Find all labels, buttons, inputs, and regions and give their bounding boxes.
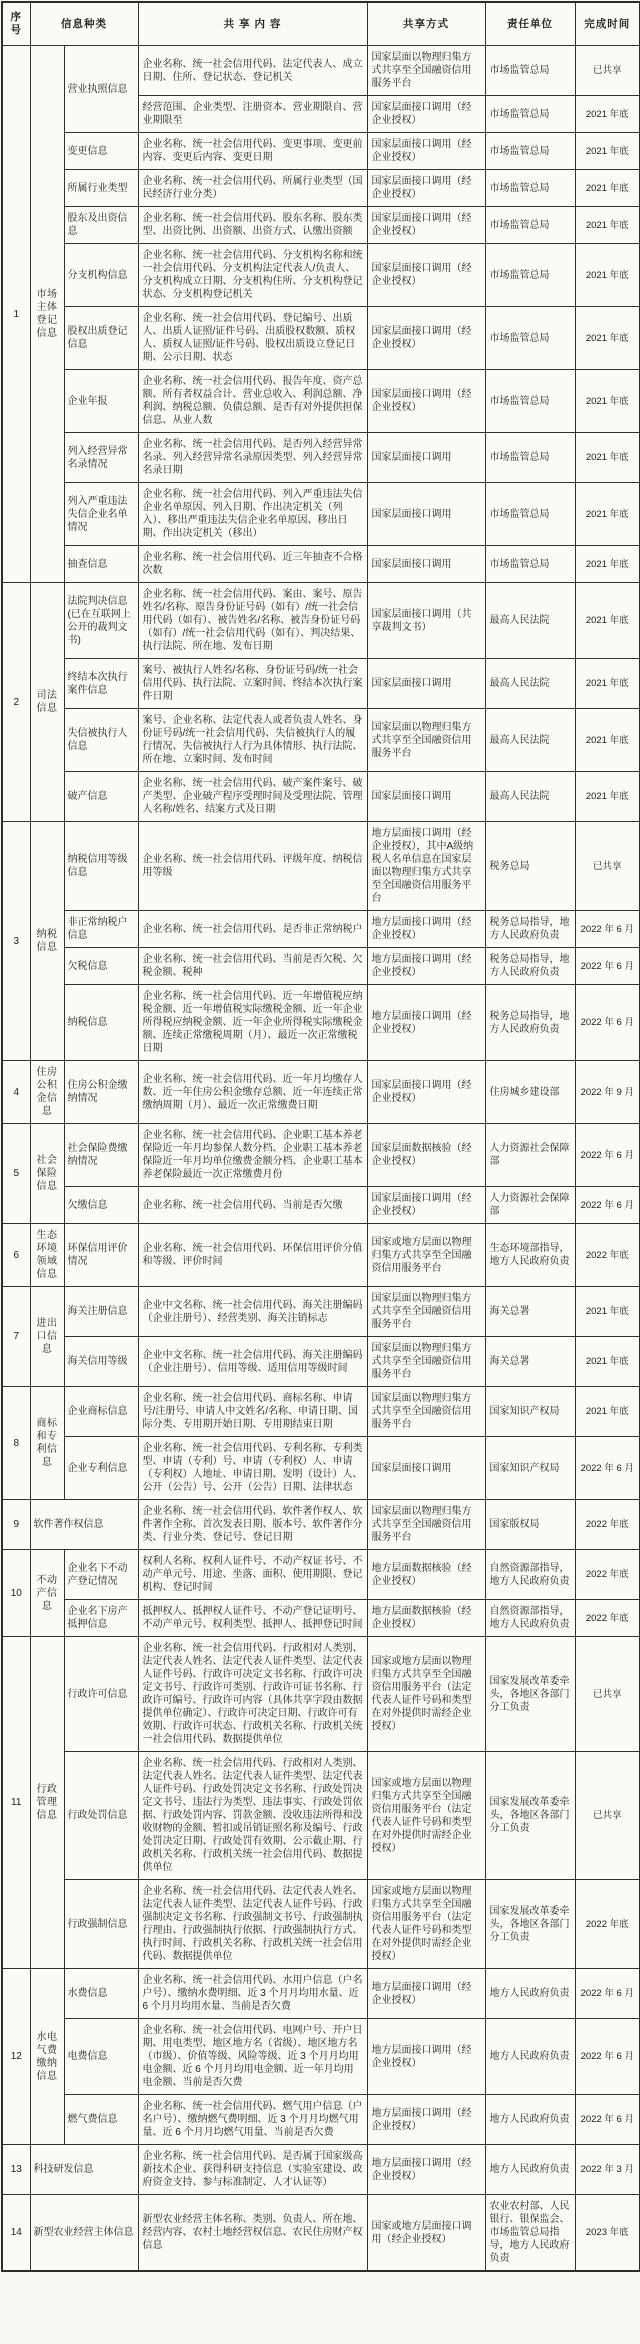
shared-content-cell: 企业名称、统一社会信用代码、环保信用评价分值和等级、评价时间 xyxy=(138,1224,367,1287)
completion-time-cell: 2021 年底 xyxy=(575,170,640,207)
info-category-cell: 进出口信息 xyxy=(30,1287,64,1387)
completion-time-cell: 已共享 xyxy=(575,1752,640,1880)
share-method-cell: 国家层面以物理归集方式共享至全国融资信用服务平台 xyxy=(367,1337,485,1387)
share-method-cell: 国家层面数据核验（经企业授权） xyxy=(367,1124,485,1187)
share-method-cell: 国家层面以物理归集方式共享至全国融资信用服务平台 xyxy=(367,46,485,96)
share-method-cell: 地方层面数据核验（经企业授权） xyxy=(367,1600,485,1637)
info-type-cell: 电费信息 xyxy=(64,2019,138,2095)
share-method-cell: 国家层面以物理归集方式共享至全国融资信用服务平台 xyxy=(367,709,485,772)
shared-content-cell: 企业名称、统一社会信用代码、股东名称、股东类型、出资比例、出资额、出资方式、认缴出资额 xyxy=(138,207,367,244)
table-row xyxy=(2,1061,640,1124)
shared-content-cell: 企业名称、统一社会信用代码、行政相对人类别、法定代表人姓名、法定代表人证件类型、法定代表人证件号码、行政许可决定文书名称、行政许可决定文书号、行政许可类别、行政许可证书名称、行政许可编号、行政许可内容（具体共享字段由数据提供单位确定）、行政许可决定日期、行政许可有效期、行政许可状态、行政机关名称、行政机关统一社会信用代码、数据提供单位 xyxy=(138,1637,367,1752)
table-row xyxy=(2,1600,640,1637)
responsible-unit-cell: 最高人民法院 xyxy=(485,659,575,709)
responsible-unit-cell: 市场监管总局 xyxy=(485,307,575,370)
info-category-cell: 纳税信息 xyxy=(30,822,64,1061)
table-row xyxy=(2,546,640,583)
header-col-responsible-unit: 责任单位 xyxy=(485,2,575,46)
completion-time-cell: 2021 年底 xyxy=(575,370,640,433)
share-method-cell: 国家层面接口调用 xyxy=(367,433,485,483)
info-category-cell: 行政管理信息 xyxy=(30,1637,64,1969)
row-seq-cell: 14 xyxy=(2,2195,30,2272)
share-method-cell: 国家层面接口调用（经企业授权） xyxy=(367,1061,485,1124)
info-type-cell: 欠税信息 xyxy=(64,948,138,985)
info-category-cell: 市场主体登记信息 xyxy=(30,46,64,583)
responsible-unit-cell: 税务总局指导，地方人民政府负责 xyxy=(485,948,575,985)
responsible-unit-cell: 地方人民政府负责 xyxy=(485,2019,575,2095)
info-category-cell: 生态环境领域信息 xyxy=(30,1224,64,1287)
share-method-cell: 国家或地方层面以物理归集方式共享至全国融资信用服务平台（法定代表人证件号码和类型在对外提供时需经企业授权） xyxy=(367,1752,485,1880)
shared-content-cell: 企业名称、统一社会信用代码、所属行业类型（国民经济行业分类） xyxy=(138,170,367,207)
completion-time-cell: 已共享 xyxy=(575,46,640,96)
completion-time-cell: 2022 年底 xyxy=(575,1500,640,1550)
info-category-cell: 商标和专利信息 xyxy=(30,1387,64,1500)
shared-content-cell: 企业名称、统一社会信用代码、登记编号、出质人、出质人证照/证件号码、出质股权数额、质权人、质权人证照/证件号码、股权出质设立登记日期、公示日期、状态 xyxy=(138,307,367,370)
completion-time-cell: 2021 年底 xyxy=(575,659,640,709)
info-type-cell: 破产信息 xyxy=(64,772,138,822)
row-seq-cell: 8 xyxy=(2,1387,30,1500)
table-body xyxy=(2,46,640,2272)
completion-time-cell: 2022 年 6 月 xyxy=(575,911,640,948)
responsible-unit-cell: 最高人民法院 xyxy=(485,772,575,822)
info-type-cell: 营业执照信息 xyxy=(64,46,138,133)
responsible-unit-cell: 税务总局指导，地方人民政府负责 xyxy=(485,911,575,948)
share-method-cell: 地方层面接口调用（经企业授权） xyxy=(367,2019,485,2095)
table-row xyxy=(2,1637,640,1752)
info-category-cell: 司法信息 xyxy=(30,583,64,822)
shared-content-cell: 企业名称、统一社会信用代码、近一年月均缴存人数、近一年住房公积金缴存总额、近一年连续正常缴纳周期（月）、最近一次正常缴费日期 xyxy=(138,1061,367,1124)
shared-content-cell: 企业中文名称、统一社会信用代码、海关注册编码（企业注册号）、经营类别、海关注销标志 xyxy=(138,1287,367,1337)
table-row xyxy=(2,244,640,307)
table-row xyxy=(2,1224,640,1287)
table-row xyxy=(2,1550,640,1600)
table-row xyxy=(2,433,640,483)
row-seq-cell: 2 xyxy=(2,583,30,822)
responsible-unit-cell: 国家知识产权局 xyxy=(485,1437,575,1500)
share-method-cell: 国家层面接口调用（经企业授权） xyxy=(367,370,485,433)
completion-time-cell: 2022 年底 xyxy=(575,1600,640,1637)
completion-time-cell: 2021 年底 xyxy=(575,244,640,307)
info-type-cell: 列入经营异常名录情况 xyxy=(64,433,138,483)
completion-time-cell: 2022 年底 xyxy=(575,1880,640,1969)
completion-time-cell: 2022 年 3 月 xyxy=(575,2145,640,2195)
table-row xyxy=(2,46,640,96)
shared-content-cell: 企业名称、统一社会信用代码、燃气用户信息（户名户号）、缴纳燃气费明细、近 3 个月月均燃气用量、近 6 个月月均燃气用量、当前是否欠费 xyxy=(138,2095,367,2145)
info-type-cell: 非正常纳税户信息 xyxy=(64,911,138,948)
header-col-shared-content: 共 享 内 容 xyxy=(138,2,367,46)
shared-content-cell: 企业名称、统一社会信用代码、报告年度、资产总额、所有者权益合计、营业总收入、利润总额、净利润、纳税总额、负债总额、是否有对外提供担保信息、从业人数 xyxy=(138,370,367,433)
share-method-cell: 国家或地方层面以物理归集方式共享至全国融资信用服务平台（法定代表人证件号码和类型在对外提供时需经企业授权） xyxy=(367,1880,485,1969)
table-row xyxy=(2,659,640,709)
shared-content-cell: 案号、被执行人姓名/名称、身份证号码/统一社会信用代码、执行法院、立案时间、终结本次执行案件日期 xyxy=(138,659,367,709)
responsible-unit-cell: 市场监管总局 xyxy=(485,96,575,133)
responsible-unit-cell: 地方人民政府负责 xyxy=(485,2095,575,2145)
completion-time-cell: 已共享 xyxy=(575,822,640,911)
completion-time-cell: 2022 年 6 月 xyxy=(575,1437,640,1500)
shared-content-cell: 企业名称、统一社会信用代码、法定代表人姓名、法定代表人证件类型、法定代表人证件号码、行政强制决定文书名称、行政强制文书号、行政强制执行理由、行政强制执行依据、行政强制执行方式、执行时间、行政机关名称、行政机关统一社会信用代码、数据提供单位 xyxy=(138,1880,367,1969)
responsible-unit-cell: 生态环境部指导，地方人民政府负责 xyxy=(485,1224,575,1287)
info-type-cell: 法院判决信息(已在互联网上公开的裁判文书) xyxy=(64,583,138,659)
responsible-unit-cell: 国家发展改革委牵头，各地区各部门分工负责 xyxy=(485,1752,575,1880)
table-row xyxy=(2,2195,640,2272)
completion-time-cell: 2022 年 6 月 xyxy=(575,1187,640,1224)
responsible-unit-cell: 市场监管总局 xyxy=(485,170,575,207)
info-type-cell: 变更信息 xyxy=(64,133,138,170)
completion-time-cell: 2021 年底 xyxy=(575,1337,640,1387)
shared-content-cell: 企业名称、统一社会信用代码、近一年增值税应纳税金额、近一年增值税实际缴税金额、近一年企业所得税应纳税金额、近一年企业所得税实际缴税金额、连续正常缴税周期（月）、最近一次正常缴税日期 xyxy=(138,985,367,1061)
responsible-unit-cell: 海关总署 xyxy=(485,1337,575,1387)
table-row xyxy=(2,948,640,985)
responsible-unit-cell: 海关总署 xyxy=(485,1287,575,1337)
share-method-cell: 国家层面接口调用（经企业授权） xyxy=(367,307,485,370)
info-category-cell: 新型农业经营主体信息 xyxy=(30,2195,138,2272)
shared-content-cell: 企业名称、统一社会信用代码、是否非正常纳税户 xyxy=(138,911,367,948)
shared-content-cell: 企业名称、统一社会信用代码、当前是否欠税、欠税金额、税种 xyxy=(138,948,367,985)
responsible-unit-cell: 市场监管总局 xyxy=(485,546,575,583)
info-type-cell: 失信被执行人信息 xyxy=(64,709,138,772)
row-seq-cell: 9 xyxy=(2,1500,30,1550)
share-method-cell: 国家层面以物理归集方式共享至全国融资信用服务平台 xyxy=(367,1500,485,1550)
table-row xyxy=(2,911,640,948)
completion-time-cell: 2021 年底 xyxy=(575,1387,640,1437)
table-row xyxy=(2,822,640,911)
share-method-cell: 国家或地方层面以物理归集方式共享至全国融资信用服务平台 xyxy=(367,1224,485,1287)
header-col-completion-time: 完成时间 xyxy=(575,2,640,46)
row-seq-cell: 7 xyxy=(2,1287,30,1387)
shared-content-cell: 企业名称、统一社会信用代码、列入严重违法失信企业名单原因、列入日期、作出决定机关（列入）、移出严重违法失信企业名单原因、移出日期、作出决定机关（移出） xyxy=(138,483,367,546)
responsible-unit-cell: 税务总局指导，地方人民政府负责 xyxy=(485,985,575,1061)
share-method-cell: 地方层面接口调用（经企业授权） xyxy=(367,2145,485,2195)
table-row xyxy=(2,709,640,772)
table-header-row xyxy=(2,2,640,46)
info-type-cell: 住房公积金缴纳情况 xyxy=(64,1061,138,1124)
shared-content-cell: 企业名称、统一社会信用代码、破产案件案号、破产类型、企业破产程序受理时间及受理法院、管理人名称/姓名、结案方式及日期 xyxy=(138,772,367,822)
row-seq-cell: 13 xyxy=(2,2145,30,2195)
table-row xyxy=(2,2095,640,2145)
shared-content-cell: 企业名称、统一社会信用代码、电网户号、开户日期、用电类型、地区地方名（省级）、地区地方名（市级）、价值等级、风险等级、近 3 个月月均用电金额、近 6 个月月均用电金额、近一年月均用电金额、当前是否欠费 xyxy=(138,2019,367,2095)
share-method-cell: 地方层面接口调用（经企业授权） xyxy=(367,1969,485,2019)
info-category-cell: 不动产信息 xyxy=(30,1550,64,1637)
info-category-cell: 软件著作权信息 xyxy=(30,1500,138,1550)
completion-time-cell: 2021 年底 xyxy=(575,96,640,133)
completion-time-cell: 2021 年底 xyxy=(575,772,640,822)
info-type-cell: 水费信息 xyxy=(64,1969,138,2019)
share-method-cell: 地方层面数据核验（经企业授权） xyxy=(367,1550,485,1600)
info-type-cell: 行政强制信息 xyxy=(64,1880,138,1969)
responsible-unit-cell: 国家发展改革委牵头，各地区各部门分工负责 xyxy=(485,1637,575,1752)
completion-time-cell: 2022 年 6 月 xyxy=(575,948,640,985)
row-seq-cell: 12 xyxy=(2,1969,30,2145)
shared-content-cell: 经营范围、企业类型、注册资本、营业期限自、营业期限至 xyxy=(138,96,367,133)
completion-time-cell: 2021 年底 xyxy=(575,433,640,483)
header-col-seq: 序号 xyxy=(2,2,30,46)
shared-content-cell: 新型农业经营主体名称、类别、负责人、所在地、经营内容、农村土地经营权信息、农民住房财产权信息 xyxy=(138,2195,367,2272)
shared-content-cell: 企业名称、统一社会信用代码、行政相对人类别、法定代表人姓名、法定代表人证件类型、法定代表人证件号码、行政处罚决定文书名称、行政处罚决定文书号、违法行为类型、违法事实、行政处罚依据、行政处罚内容、罚款金额、没收违法所得和没收财物的金额、暂扣或吊销证照名称及编号、行政处罚决定日期、行政处罚有效期、公示截止期、行政机关名称、行政机关统一社会信用代码、数据提供单位 xyxy=(138,1752,367,1880)
table-row xyxy=(2,483,640,546)
header-col-info-type: 信息种类 xyxy=(30,2,138,46)
row-seq-cell: 6 xyxy=(2,1224,30,1287)
responsible-unit-cell: 地方人民政府负责 xyxy=(485,2145,575,2195)
info-type-cell: 分支机构信息 xyxy=(64,244,138,307)
shared-content-cell: 企业名称、统一社会信用代码、当前是否欠缴 xyxy=(138,1187,367,1224)
completion-time-cell: 2021 年底 xyxy=(575,583,640,659)
share-method-cell: 国家层面接口调用（经企业授权） xyxy=(367,133,485,170)
responsible-unit-cell: 税务总局 xyxy=(485,822,575,911)
info-category-cell: 水电气费缴纳信息 xyxy=(30,1969,64,2145)
row-seq-cell: 4 xyxy=(2,1061,30,1124)
share-method-cell: 国家层面接口调用 xyxy=(367,659,485,709)
share-method-cell: 国家层面以物理归集方式共享至全国融资信用服务平台 xyxy=(367,1387,485,1437)
table-row xyxy=(2,772,640,822)
table-row xyxy=(2,1880,640,1969)
share-method-cell: 国家或地方层面以物理归集方式共享至全国融资信用服务平台（法定代表人证件号码和类型在对外提供时需经企业授权） xyxy=(367,1637,485,1752)
share-method-cell: 地方层面接口调用（经企业授权） xyxy=(367,948,485,985)
table-row xyxy=(2,1287,640,1337)
info-type-cell: 列入严重违法失信企业名单情况 xyxy=(64,483,138,546)
shared-content-cell: 企业名称、统一社会信用代码、水用户信息（户名户号）、缴纳水费明细、近 3 个月月均用水量、近 6 个月月均用水量、当前是否欠费 xyxy=(138,1969,367,2019)
responsible-unit-cell: 最高人民法院 xyxy=(485,709,575,772)
responsible-unit-cell: 人力资源社会保障部 xyxy=(485,1124,575,1187)
responsible-unit-cell: 最高人民法院 xyxy=(485,583,575,659)
info-type-cell: 行政许可信息 xyxy=(64,1637,138,1752)
shared-content-cell: 企业名称、统一社会信用代码、案由、案号、原告姓名/名称、原告身份证号码（如有）/统一社会信用代码（如有）、被告姓名/名称、被告身份证号码（如有）/统一社会信用代码（如有）、判决结果、执行法院、所在地、发布日期 xyxy=(138,583,367,659)
table-row xyxy=(2,985,640,1061)
share-method-cell: 地方层面接口调用（经企业授权），其中A级纳税人名单信息在国家层面以物理归集方式共享至全国融资信用服务平台 xyxy=(367,822,485,911)
completion-time-cell: 2021 年底 xyxy=(575,483,640,546)
completion-time-cell: 2021 年底 xyxy=(575,546,640,583)
shared-content-cell: 企业名称、统一社会信用代码、近三年抽查不合格次数 xyxy=(138,546,367,583)
share-method-cell: 地方层面接口调用（经企业授权） xyxy=(367,911,485,948)
info-type-cell: 纳税信息 xyxy=(64,985,138,1061)
shared-content-cell: 企业中文名称、统一社会信用代码、海关注册编码（企业注册号）、信用等级、适用信用等级时间 xyxy=(138,1337,367,1387)
row-seq-cell: 10 xyxy=(2,1550,30,1637)
info-type-cell: 股东及出资信息 xyxy=(64,207,138,244)
table-row xyxy=(2,170,640,207)
shared-content-cell: 企业名称、统一社会信用代码、法定代表人、成立日期、住所、登记状态、登记机关 xyxy=(138,46,367,96)
responsible-unit-cell: 市场监管总局 xyxy=(485,133,575,170)
completion-time-cell: 2021 年底 xyxy=(575,1287,640,1337)
responsible-unit-cell: 住房城乡建设部 xyxy=(485,1061,575,1124)
share-method-cell: 国家或地方层面接口调用（经企业授权） xyxy=(367,2195,485,2272)
row-seq-cell: 1 xyxy=(2,46,30,583)
completion-time-cell: 2022 年 6 月 xyxy=(575,1969,640,2019)
table-row xyxy=(2,583,640,659)
info-type-cell: 企业商标信息 xyxy=(64,1387,138,1437)
info-category-cell: 社会保险信息 xyxy=(30,1124,64,1224)
shared-content-cell: 抵押权人、抵押权人证件号、不动产登记证明号、不动产单元号、权利类型、抵押人、抵押登记时间 xyxy=(138,1600,367,1637)
completion-time-cell: 2022 年 6 月 xyxy=(575,2095,640,2145)
table-row xyxy=(2,1437,640,1500)
responsible-unit-cell: 自然资源部指导，地方人民政府负责 xyxy=(485,1600,575,1637)
completion-time-cell: 2022 年 6 月 xyxy=(575,2019,640,2095)
share-method-cell: 国家层面接口调用 xyxy=(367,546,485,583)
completion-time-cell: 2021 年底 xyxy=(575,133,640,170)
responsible-unit-cell: 国家版权局 xyxy=(485,1500,575,1550)
share-method-cell: 国家层面接口调用（经企业授权） xyxy=(367,1187,485,1224)
completion-time-cell: 2021 年底 xyxy=(575,207,640,244)
shared-content-cell: 企业名称、统一社会信用代码、是否属于国家级高新技术企业、获得科研支持信息（实验室建设、政府资金支持、参与标准制定、人才认证等） xyxy=(138,2145,367,2195)
table-row xyxy=(2,1969,640,2019)
info-category-cell: 住房公积金信息 xyxy=(30,1061,64,1124)
completion-time-cell: 2022 年底 xyxy=(575,1224,640,1287)
share-method-cell: 国家层面接口调用（经企业授权） xyxy=(367,207,485,244)
row-seq-cell: 3 xyxy=(2,822,30,1061)
responsible-unit-cell: 市场监管总局 xyxy=(485,483,575,546)
info-type-cell: 欠缴信息 xyxy=(64,1187,138,1224)
share-method-cell: 地方层面接口调用（经企业授权） xyxy=(367,2095,485,2145)
completion-time-cell: 2021 年底 xyxy=(575,709,640,772)
info-type-cell: 海关信用等级 xyxy=(64,1337,138,1387)
info-type-cell: 社会保险费缴纳情况 xyxy=(64,1124,138,1187)
responsible-unit-cell: 市场监管总局 xyxy=(485,46,575,96)
info-type-cell: 海关注册信息 xyxy=(64,1287,138,1337)
completion-time-cell: 2022 年 6 月 xyxy=(575,985,640,1061)
share-method-cell: 国家层面接口调用（共享裁判文书） xyxy=(367,583,485,659)
table-row xyxy=(2,307,640,370)
header-col-share-method: 共享方式 xyxy=(367,2,485,46)
shared-content-cell: 企业名称、统一社会信用代码、商标名称、申请号/注册号、申请人中文姓名/名称、申请日期、国际分类、专用期开始日期、专用期结束日期 xyxy=(138,1387,367,1437)
responsible-unit-cell: 市场监管总局 xyxy=(485,244,575,307)
share-method-cell: 国家层面接口调用 xyxy=(367,483,485,546)
table-row xyxy=(2,2019,640,2095)
shared-content-cell: 企业名称、统一社会信用代码、评级年度、纳税信用等级 xyxy=(138,822,367,911)
completion-time-cell: 2022 年 6 月 xyxy=(575,1124,640,1187)
share-method-cell: 地方层面接口调用（经企业授权） xyxy=(367,985,485,1061)
share-method-cell: 国家层面以物理归集方式共享至全国融资信用服务平台 xyxy=(367,1287,485,1337)
shared-content-cell: 企业名称、统一社会信用代码、变更事项、变更前内容、变更后内容、变更日期 xyxy=(138,133,367,170)
responsible-unit-cell: 国家知识产权局 xyxy=(485,1387,575,1437)
completion-time-cell: 2023 年底 xyxy=(575,2195,640,2272)
table-row xyxy=(2,1500,640,1550)
responsible-unit-cell: 国家发展改革委牵头，各地区各部门分工负责 xyxy=(485,1880,575,1969)
table-row xyxy=(2,1337,640,1387)
info-type-cell: 所属行业类型 xyxy=(64,170,138,207)
row-seq-cell: 11 xyxy=(2,1637,30,1969)
completion-time-cell: 2022 年 9 月 xyxy=(575,1061,640,1124)
info-type-cell: 终结本次执行案件信息 xyxy=(64,659,138,709)
share-method-cell: 国家层面接口调用（经企业授权） xyxy=(367,244,485,307)
shared-content-cell: 企业名称、统一社会信用代码、是否列入经营异常名录、列入经营异常名录原因类型、列入经营异常名录日期 xyxy=(138,433,367,483)
shared-content-cell: 案号、企业名称、法定代表人或者负责人姓名、身份证号码/统一社会信用代码、失信被执行人的履行情况、失信被执行人行为具体情形、执行法院、所在地、立案时间、发布时间 xyxy=(138,709,367,772)
table-row xyxy=(2,207,640,244)
info-type-cell: 抽查信息 xyxy=(64,546,138,583)
table-row xyxy=(2,133,640,170)
responsible-unit-cell: 市场监管总局 xyxy=(485,370,575,433)
completion-time-cell: 已共享 xyxy=(575,1637,640,1752)
info-category-cell: 科技研发信息 xyxy=(30,2145,138,2195)
table-row xyxy=(2,1124,640,1187)
row-seq-cell: 5 xyxy=(2,1124,30,1224)
responsible-unit-cell: 农业农村部、人民银行、银保监会、市场监管总局指导，地方人民政府负责 xyxy=(485,2195,575,2272)
shared-content-cell: 企业名称、统一社会信用代码、软件著作权人、软件著作全称、首次发表日期、版本号、软件著作分类、行业分类、登记号、登记日期 xyxy=(138,1500,367,1550)
info-type-cell: 纳税信用等级信息 xyxy=(64,822,138,911)
responsible-unit-cell: 人力资源社会保障部 xyxy=(485,1187,575,1224)
shared-content-cell: 企业名称、统一社会信用代码、分支机构名称和统一社会信用代码、分支机构法定代表人/负责人、分支机构成立日期、分支机构住所、分支机构登记状态、分支机构登记机关 xyxy=(138,244,367,307)
info-type-cell: 企业名下房产抵押信息 xyxy=(64,1600,138,1637)
completion-time-cell: 2021 年底 xyxy=(575,307,640,370)
responsible-unit-cell: 自然资源部指导，地方人民政府负责 xyxy=(485,1550,575,1600)
completion-time-cell: 2022 年底 xyxy=(575,1550,640,1600)
share-method-cell: 国家层面接口调用 xyxy=(367,1437,485,1500)
info-type-cell: 股权出质登记信息 xyxy=(64,307,138,370)
shared-content-cell: 企业名称、统一社会信用代码、专利名称、专利类型、申请（专利）号、申请（专利权）人、申请（专利权）人地址、申请日期、发明（设计）人、公开（公告）号、公开（公告）日期、法律状态 xyxy=(138,1437,367,1500)
share-method-cell: 国家层面接口调用（经企业授权） xyxy=(367,170,485,207)
share-method-cell: 国家层面接口调用 xyxy=(367,772,485,822)
info-type-cell: 环保信用评价情况 xyxy=(64,1224,138,1287)
responsible-unit-cell: 市场监管总局 xyxy=(485,207,575,244)
info-type-cell: 企业年报 xyxy=(64,370,138,433)
info-type-cell: 燃气费信息 xyxy=(64,2095,138,2145)
shared-content-cell: 企业名称、统一社会信用代码、企业职工基本养老保险近一年月均参保人数分档、企业职工基本养老保险近一年月均单位缴费金额分档、企业职工基本养老保险最近一次正常缴费月份 xyxy=(138,1124,367,1187)
share-method-cell: 国家层面接口调用（经企业授权） xyxy=(367,96,485,133)
info-type-cell: 企业专利信息 xyxy=(64,1437,138,1500)
table-row xyxy=(2,1387,640,1437)
table-row xyxy=(2,2145,640,2195)
table-row xyxy=(2,370,640,433)
info-type-cell: 企业名下不动产登记情况 xyxy=(64,1550,138,1600)
responsible-unit-cell: 市场监管总局 xyxy=(485,433,575,483)
table-row xyxy=(2,1187,640,1224)
info-type-cell: 行政处罚信息 xyxy=(64,1752,138,1880)
shared-content-cell: 权利人名称、权利人证件号、不动产权证书号、不动产单元号、用途、坐落、面积、使用期限、登记机构、登记时间 xyxy=(138,1550,367,1600)
responsible-unit-cell: 地方人民政府负责 xyxy=(485,1969,575,2019)
table-row xyxy=(2,1752,640,1880)
information-sharing-table xyxy=(1,1,640,2272)
